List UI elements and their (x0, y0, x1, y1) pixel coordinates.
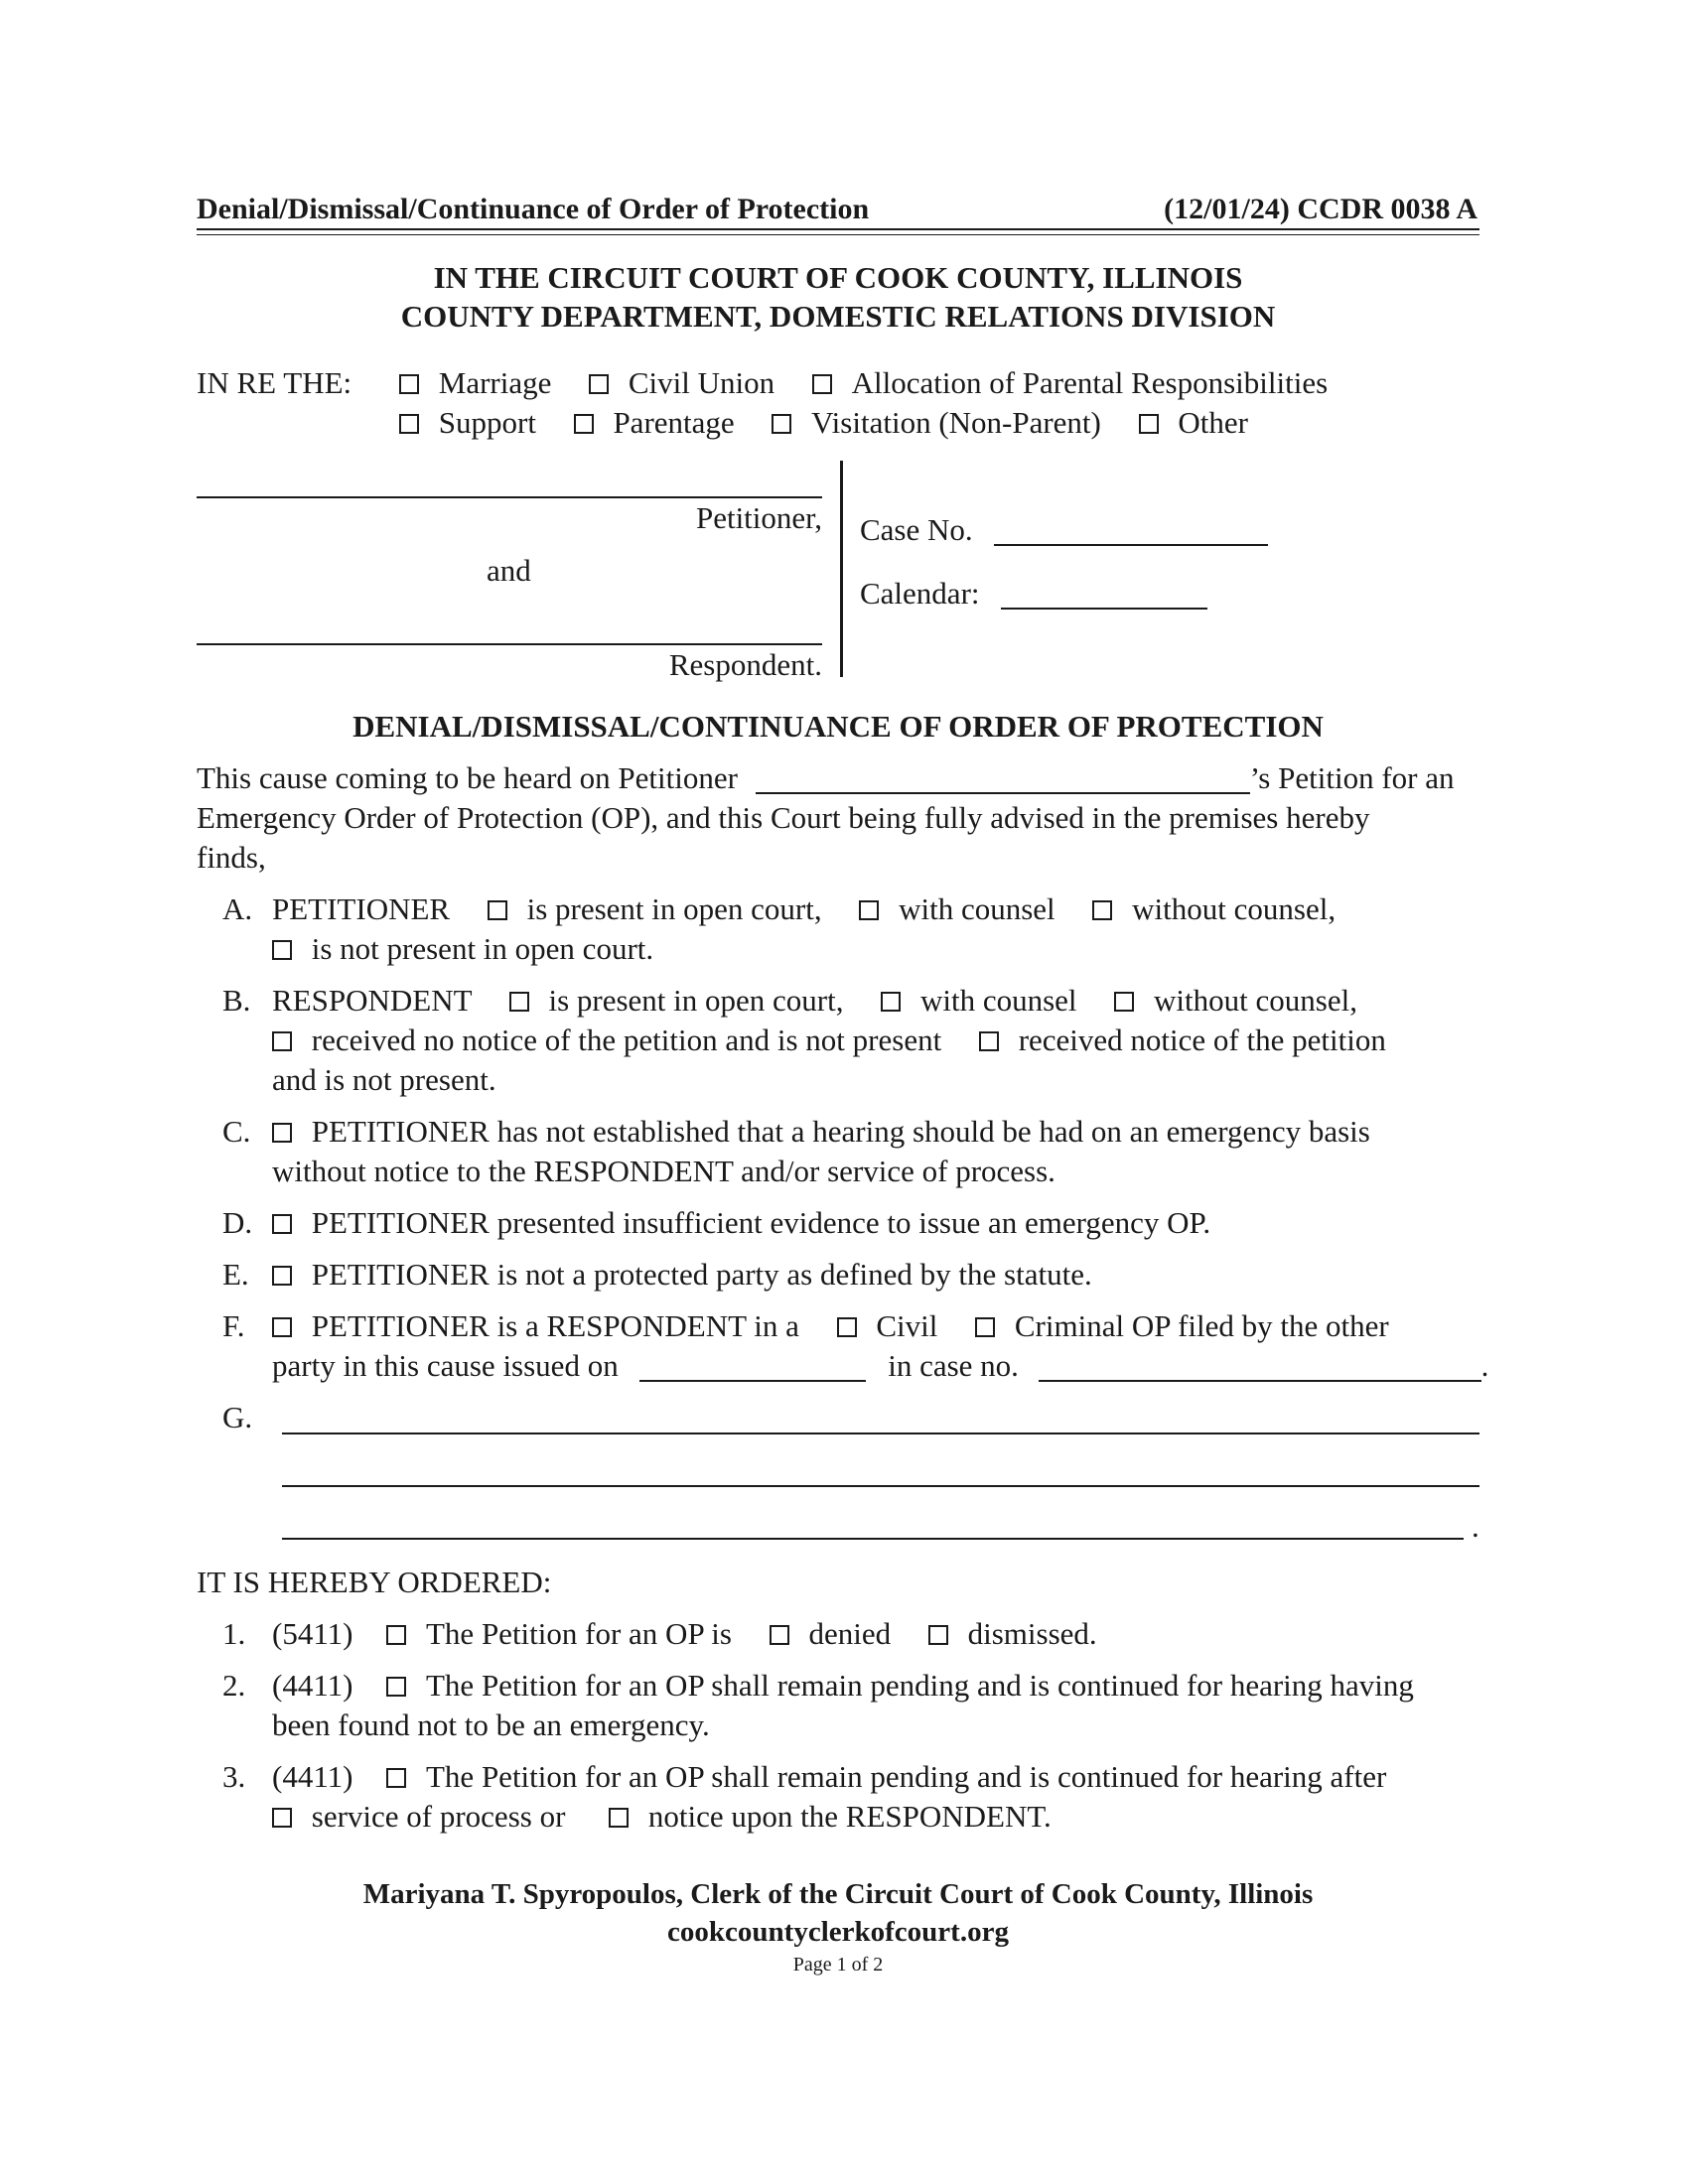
order-2-code: (4411) (272, 1668, 353, 1703)
respondent-with-counsel-label: with counsel (919, 983, 1077, 1018)
finding-c-letter: C. (222, 1114, 251, 1149)
header-rule-thin (197, 234, 1479, 235)
civil-union-label: Civil Union (628, 365, 775, 400)
finding-d-text: PETITIONER presented insufficient evidence to issue an emergency OP. (311, 1205, 1211, 1240)
denied-label: denied (808, 1616, 892, 1651)
dismissed-label: dismissed. (967, 1616, 1097, 1651)
petitioner-without-counsel-label: without counsel, (1132, 891, 1336, 926)
intro-part-1: This cause coming to be heard on Petitioner (197, 760, 738, 795)
finding-e-checkbox[interactable] (272, 1266, 292, 1286)
respondent-name-line[interactable] (197, 643, 822, 645)
order-1-code: (5411) (272, 1616, 353, 1651)
finding-f-checkbox[interactable] (272, 1317, 292, 1337)
finding-e-text: PETITIONER is not a protected party as defined by the statute. (311, 1257, 1092, 1292)
case-no-inline-field[interactable] (1039, 1352, 1481, 1382)
order-3-checkbox[interactable] (386, 1768, 406, 1788)
case-no-inline-label: in case no. (888, 1348, 1019, 1383)
order-3-code: (4411) (272, 1759, 353, 1794)
order-2-checkbox[interactable] (386, 1677, 406, 1697)
in-re-label: IN RE THE: (197, 365, 352, 400)
respondent-without-counsel-label: without counsel, (1154, 983, 1357, 1018)
finding-g-line-1[interactable] (282, 1433, 1479, 1434)
finding-g-line-3[interactable] (282, 1538, 1464, 1540)
finding-f-period: . (1480, 1348, 1489, 1383)
support-label: Support (438, 405, 536, 440)
finding-c-line-2: without notice to the RESPONDENT and/or service of process. (272, 1154, 1055, 1188)
respondent-present-checkbox[interactable] (509, 992, 529, 1012)
finding-c-checkbox[interactable] (272, 1123, 292, 1143)
finding-d-letter: D. (222, 1205, 253, 1240)
civil-op-label: Civil (876, 1308, 938, 1343)
order-3-text: The Petition for an OP shall remain pending and is continued for hearing after (426, 1759, 1387, 1794)
marriage-label: Marriage (438, 365, 552, 400)
finding-g-line-2[interactable] (282, 1485, 1479, 1487)
court-line-1: IN THE CIRCUIT COURT OF COOK COUNTY, ILLINOIS (433, 260, 1243, 295)
order-2-line-2: been found not to be an emergency. (272, 1707, 710, 1742)
petitioner-name-line[interactable] (197, 496, 822, 498)
visitation-label: Visitation (Non-Parent) (811, 405, 1101, 440)
petitioner-label: Petitioner, (695, 500, 822, 535)
marriage-checkbox[interactable] (399, 374, 419, 394)
petitioner-with-counsel-checkbox[interactable] (859, 900, 879, 920)
finding-a-label: PETITIONER (272, 891, 451, 926)
respondent-present-label: is present in open court, (548, 983, 844, 1018)
finding-f-line-1 (272, 1308, 1389, 1344)
respondent-no-notice-label: received no notice of the petition and is not present (311, 1023, 942, 1057)
header-rule (197, 228, 1479, 230)
dismissed-checkbox[interactable] (928, 1625, 948, 1645)
intro-line-1 (197, 760, 1454, 796)
finding-b-line-3: and is not present. (272, 1062, 496, 1097)
finding-b-letter: B. (222, 983, 251, 1018)
civil-union-checkbox[interactable] (589, 374, 609, 394)
finding-b-label: RESPONDENT (272, 983, 472, 1018)
finding-e-line (272, 1257, 1092, 1293)
criminal-op-checkbox[interactable] (975, 1317, 995, 1337)
petitioner-present-label: is present in open court, (526, 891, 822, 926)
finding-f-letter: F. (222, 1308, 245, 1343)
allocation-checkbox[interactable] (812, 374, 832, 394)
petitioner-without-counsel-checkbox[interactable] (1092, 900, 1112, 920)
calendar-label: Calendar: (860, 576, 980, 611)
support-checkbox[interactable] (399, 414, 419, 434)
finding-b-line-1 (272, 983, 1357, 1019)
order-1-number: 1. (222, 1616, 246, 1651)
in-re-row-1 (399, 365, 1328, 401)
order-1-line (272, 1616, 1097, 1652)
respondent-no-notice-checkbox[interactable] (272, 1031, 292, 1051)
finding-d-line (272, 1205, 1210, 1241)
denied-checkbox[interactable] (770, 1625, 789, 1645)
finding-c-line-1 (272, 1114, 1370, 1150)
notice-label: notice upon the RESPONDENT. (647, 1799, 1052, 1834)
calendar-row (860, 576, 1207, 612)
petitioner-with-counsel-label: with counsel (899, 891, 1055, 926)
respondent-label: Respondent. (668, 647, 822, 682)
service-of-process-checkbox[interactable] (272, 1808, 292, 1828)
notice-checkbox[interactable] (609, 1808, 629, 1828)
respondent-notice-checkbox[interactable] (979, 1031, 999, 1051)
other-label: Other (1178, 405, 1248, 440)
clerk-website[interactable]: cookcountyclerkofcourt.org (667, 1916, 1009, 1948)
intro-part-2: ’s Petition for an (1249, 760, 1455, 795)
form-code: (12/01/24) CCDR 0038 A (1164, 193, 1477, 225)
petitioner-not-present-label: is not present in open court. (311, 931, 654, 966)
criminal-op-label: Criminal OP filed by the other (1014, 1308, 1389, 1343)
order-3-number: 3. (222, 1759, 246, 1794)
respondent-with-counsel-checkbox[interactable] (881, 992, 901, 1012)
petitioner-intro-field[interactable] (756, 764, 1250, 794)
order-2-text: The Petition for an OP shall remain pending and is continued for hearing having (426, 1668, 1414, 1703)
intro-line-2: Emergency Order of Protection (OP), and this Court being fully advised in the premises hereby (197, 800, 1370, 835)
issued-on-label: party in this cause issued on (272, 1348, 619, 1383)
clerk-line: Mariyana T. Spyropoulos, Clerk of the Circuit Court of Cook County, Illinois (362, 1878, 1314, 1910)
finding-b-line-2 (272, 1023, 1386, 1058)
and-label: and (487, 553, 531, 588)
case-no-label: Case No. (860, 512, 973, 547)
order-2-number: 2. (222, 1668, 246, 1703)
petitioner-not-present-checkbox[interactable] (272, 940, 292, 960)
other-checkbox[interactable] (1139, 414, 1159, 434)
visitation-checkbox[interactable] (772, 414, 791, 434)
finding-e-letter: E. (222, 1257, 249, 1292)
service-of-process-label: service of process or (311, 1799, 566, 1834)
petitioner-present-checkbox[interactable] (488, 900, 507, 920)
finding-c-text: PETITIONER has not established that a hearing should be had on an emergency basis (311, 1114, 1370, 1149)
form-title: Denial/Dismissal/Continuance of Order of Protection (197, 193, 870, 225)
document-title: DENIAL/DISMISSAL/CONTINUANCE OF ORDER OF PROTECTION (352, 709, 1324, 744)
case-no-field[interactable] (994, 516, 1268, 546)
order-3-line-1 (272, 1759, 1386, 1795)
intro-line-3: finds, (197, 840, 266, 875)
finding-a-line-1 (272, 891, 1336, 927)
order-3-line-2 (272, 1799, 1052, 1835)
finding-f-line-2 (272, 1348, 1488, 1384)
calendar-field[interactable] (1001, 580, 1207, 610)
finding-a-letter: A. (222, 891, 253, 926)
finding-g-period: . (1472, 1509, 1479, 1544)
court-line-2: COUNTY DEPARTMENT, DOMESTIC RELATIONS DIVISION (400, 299, 1276, 334)
order-1-text: The Petition for an OP is (426, 1616, 732, 1651)
finding-f-text: PETITIONER is a RESPONDENT in a (311, 1308, 799, 1343)
case-no-row (860, 512, 1268, 548)
ordered-label: IT IS HEREBY ORDERED: (197, 1565, 552, 1599)
issued-on-field[interactable] (639, 1352, 866, 1382)
page-number: Page 1 of 2 (792, 1954, 884, 1976)
civil-op-checkbox[interactable] (837, 1317, 857, 1337)
parentage-checkbox[interactable] (574, 414, 594, 434)
finding-a-line-2 (272, 931, 653, 967)
respondent-without-counsel-checkbox[interactable] (1114, 992, 1134, 1012)
order-1-checkbox[interactable] (386, 1625, 406, 1645)
caption-divider (840, 461, 843, 677)
allocation-label: Allocation of Parental Responsibilities (851, 365, 1329, 400)
parentage-label: Parentage (613, 405, 735, 440)
in-re-row-2 (399, 405, 1248, 441)
order-2-line-1 (272, 1668, 1414, 1704)
finding-g-letter: G. (222, 1400, 253, 1434)
finding-d-checkbox[interactable] (272, 1214, 292, 1234)
respondent-notice-label: received notice of the petition (1018, 1023, 1386, 1057)
